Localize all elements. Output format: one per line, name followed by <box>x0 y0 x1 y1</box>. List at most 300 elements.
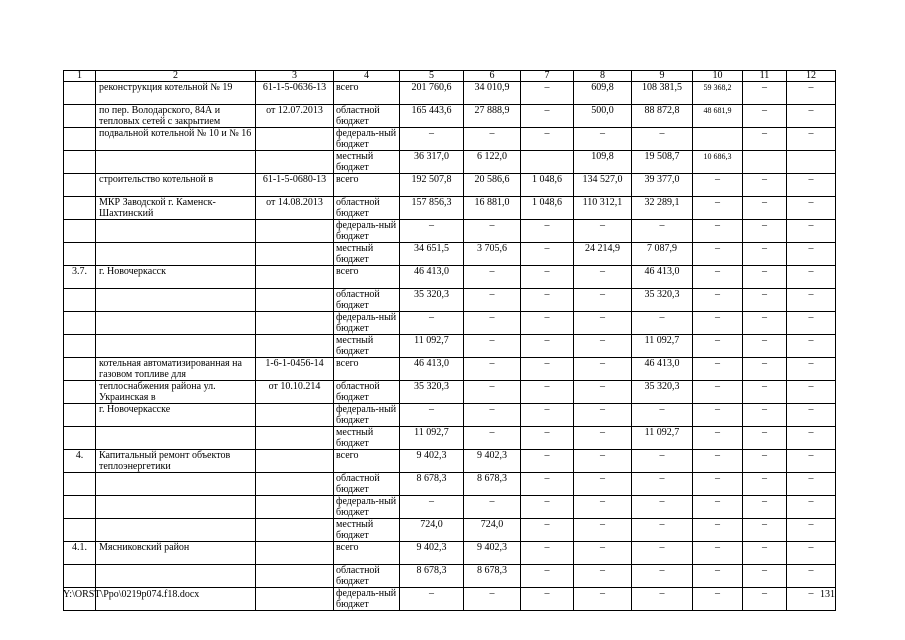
value-cell: – <box>743 358 787 381</box>
value-cell: 35 320,3 <box>400 289 464 312</box>
funding-source: федераль-ный бюджет <box>334 588 400 611</box>
value-cell: 46 413,0 <box>400 266 464 289</box>
row-number <box>64 519 96 542</box>
value-cell: – <box>743 450 787 473</box>
value-cell: – <box>693 174 743 197</box>
table-row <box>64 565 836 588</box>
document-ref <box>256 335 334 358</box>
value-cell: – <box>464 128 521 151</box>
row-number: 4. <box>64 450 96 473</box>
value-cell: – <box>787 174 836 197</box>
value-cell: 32 289,1 <box>632 197 693 220</box>
value-cell: 88 872,8 <box>632 105 693 128</box>
row-number: 4.1. <box>64 542 96 565</box>
funding-source: областной бюджет <box>334 565 400 588</box>
row-number <box>64 565 96 588</box>
row-number <box>64 335 96 358</box>
value-cell: – <box>743 473 787 496</box>
funding-source: федераль-ный бюджет <box>334 128 400 151</box>
funding-source: федераль-ный бюджет <box>334 404 400 427</box>
document-ref <box>256 565 334 588</box>
column-number: 10 <box>693 71 743 82</box>
funding-source: всего <box>334 450 400 473</box>
file-path: Y:\ORST\Ppo\0219p074.f18.docx <box>63 589 200 600</box>
item-name: Мясниковский район <box>96 542 256 565</box>
column-number: 12 <box>787 71 836 82</box>
value-cell: 192 507,8 <box>400 174 464 197</box>
value-cell: 1 048,6 <box>521 197 574 220</box>
value-cell: – <box>787 404 836 427</box>
value-cell: 8 678,3 <box>464 473 521 496</box>
item-name: котельная автоматизированная на газовом топливе для <box>96 358 256 381</box>
value-cell: – <box>632 519 693 542</box>
value-cell: – <box>787 197 836 220</box>
value-cell: – <box>787 105 836 128</box>
value-cell: 16 881,0 <box>464 197 521 220</box>
value-cell: – <box>693 519 743 542</box>
value-cell: – <box>521 565 574 588</box>
value-cell: – <box>787 335 836 358</box>
document-ref <box>256 266 334 289</box>
document-ref <box>256 542 334 565</box>
table-row <box>64 473 836 496</box>
funding-source: областной бюджет <box>334 381 400 404</box>
row-number <box>64 427 96 450</box>
value-cell: – <box>521 312 574 335</box>
value-cell: – <box>743 220 787 243</box>
document-ref: 1-6-1-0456-14 <box>256 358 334 381</box>
value-cell: – <box>743 519 787 542</box>
funding-source: областной бюджет <box>334 197 400 220</box>
item-name: г. Новочеркасск <box>96 266 256 289</box>
value-cell: – <box>743 82 787 105</box>
value-cell: – <box>574 496 632 519</box>
funding-source: всего <box>334 82 400 105</box>
value-cell: 9 402,3 <box>464 450 521 473</box>
value-cell: – <box>521 473 574 496</box>
value-cell: – <box>574 565 632 588</box>
document-ref <box>256 496 334 519</box>
value-cell: – <box>632 128 693 151</box>
item-name: строительство котельной в <box>96 174 256 197</box>
value-cell: 46 413,0 <box>632 266 693 289</box>
value-cell: 24 214,9 <box>574 243 632 266</box>
document-ref: от 14.08.2013 <box>256 197 334 220</box>
item-name <box>96 151 256 174</box>
row-number <box>64 358 96 381</box>
value-cell: – <box>574 312 632 335</box>
funding-source: всего <box>334 174 400 197</box>
value-cell: 9 402,3 <box>400 450 464 473</box>
value-cell: – <box>693 427 743 450</box>
document-ref <box>256 450 334 473</box>
item-name: МКР Заводской г. Каменск-Шахтинский <box>96 197 256 220</box>
document-ref <box>256 404 334 427</box>
table-row <box>64 404 836 427</box>
value-cell: – <box>743 266 787 289</box>
table-row <box>64 82 836 105</box>
column-number: 1 <box>64 71 96 82</box>
table-row <box>64 220 836 243</box>
table-row <box>64 542 836 565</box>
value-cell: – <box>787 358 836 381</box>
value-cell: – <box>743 243 787 266</box>
document-ref: 61-1-5-0680-13 <box>256 174 334 197</box>
funding-source: местный бюджет <box>334 243 400 266</box>
value-cell: 39 377,0 <box>632 174 693 197</box>
value-cell: – <box>693 243 743 266</box>
value-cell: – <box>521 266 574 289</box>
value-cell: – <box>632 312 693 335</box>
value-cell: 35 320,3 <box>632 381 693 404</box>
item-name <box>96 496 256 519</box>
value-cell <box>693 128 743 151</box>
value-cell: – <box>693 358 743 381</box>
value-cell: – <box>743 174 787 197</box>
funding-source: местный бюджет <box>334 427 400 450</box>
value-cell: 3 705,6 <box>464 243 521 266</box>
value-cell: – <box>521 519 574 542</box>
item-name <box>96 427 256 450</box>
value-cell: – <box>521 335 574 358</box>
value-cell: 11 092,7 <box>400 335 464 358</box>
value-cell: – <box>521 243 574 266</box>
funding-source: местный бюджет <box>334 335 400 358</box>
value-cell: – <box>574 358 632 381</box>
value-cell: – <box>574 427 632 450</box>
value-cell: 110 312,1 <box>574 197 632 220</box>
value-cell: – <box>787 289 836 312</box>
value-cell: 108 381,5 <box>632 82 693 105</box>
row-number <box>64 197 96 220</box>
value-cell: – <box>743 588 787 611</box>
value-cell: 59 368,2 <box>693 82 743 105</box>
value-cell: 109,8 <box>574 151 632 174</box>
funding-source: федераль-ный бюджет <box>334 220 400 243</box>
value-cell: 724,0 <box>400 519 464 542</box>
value-cell: – <box>743 105 787 128</box>
row-number <box>64 128 96 151</box>
value-cell: – <box>693 588 743 611</box>
value-cell: 46 413,0 <box>632 358 693 381</box>
value-cell: – <box>521 128 574 151</box>
value-cell: – <box>743 496 787 519</box>
item-name <box>96 519 256 542</box>
funding-source: всего <box>334 266 400 289</box>
funding-source: федераль-ный бюджет <box>334 312 400 335</box>
value-cell: 11 092,7 <box>632 335 693 358</box>
document-ref <box>256 312 334 335</box>
value-cell: – <box>574 335 632 358</box>
document-ref <box>256 151 334 174</box>
value-cell: – <box>787 473 836 496</box>
row-number <box>64 289 96 312</box>
value-cell: – <box>632 496 693 519</box>
value-cell: 36 317,0 <box>400 151 464 174</box>
value-cell: – <box>574 519 632 542</box>
value-cell: – <box>632 565 693 588</box>
budget-table <box>63 70 836 611</box>
item-name <box>96 335 256 358</box>
item-name: г. Новочеркасске <box>96 404 256 427</box>
value-cell: – <box>521 427 574 450</box>
value-cell: – <box>787 427 836 450</box>
value-cell: – <box>787 220 836 243</box>
table-row <box>64 335 836 358</box>
column-number: 9 <box>632 71 693 82</box>
table-row <box>64 381 836 404</box>
item-name <box>96 473 256 496</box>
header-row <box>64 71 836 82</box>
value-cell: – <box>464 496 521 519</box>
document-ref <box>256 289 334 312</box>
value-cell: – <box>521 542 574 565</box>
value-cell: – <box>521 289 574 312</box>
funding-source: областной бюджет <box>334 105 400 128</box>
table-row <box>64 266 836 289</box>
table-row <box>64 519 836 542</box>
table-row <box>64 496 836 519</box>
value-cell: 9 402,3 <box>400 542 464 565</box>
value-cell: – <box>787 381 836 404</box>
value-cell: – <box>400 404 464 427</box>
value-cell: 20 586,6 <box>464 174 521 197</box>
page-number: 131 <box>820 589 835 600</box>
item-name: подвальной котельной № 10 и № 16 <box>96 128 256 151</box>
row-number <box>64 82 96 105</box>
value-cell <box>743 151 787 174</box>
document-ref <box>256 220 334 243</box>
value-cell: – <box>400 496 464 519</box>
value-cell: 165 443,6 <box>400 105 464 128</box>
value-cell: 48 681,9 <box>693 105 743 128</box>
row-number <box>64 220 96 243</box>
item-name: теплоснабжения района ул. Украинская в <box>96 381 256 404</box>
value-cell: – <box>574 542 632 565</box>
value-cell: – <box>743 197 787 220</box>
value-cell: 27 888,9 <box>464 105 521 128</box>
value-cell: – <box>743 404 787 427</box>
value-cell: – <box>787 588 836 611</box>
value-cell: 6 122,0 <box>464 151 521 174</box>
row-number <box>64 473 96 496</box>
document-ref: от 10.10.214 <box>256 381 334 404</box>
column-number: 11 <box>743 71 787 82</box>
item-name <box>96 289 256 312</box>
value-cell: – <box>693 289 743 312</box>
value-cell: – <box>521 381 574 404</box>
value-cell: – <box>693 542 743 565</box>
row-number <box>64 105 96 128</box>
value-cell: – <box>632 542 693 565</box>
table-row <box>64 450 836 473</box>
value-cell: 34 651,5 <box>400 243 464 266</box>
document-ref <box>256 473 334 496</box>
value-cell <box>521 151 574 174</box>
value-cell: – <box>787 542 836 565</box>
value-cell: 9 402,3 <box>464 542 521 565</box>
value-cell: 34 010,9 <box>464 82 521 105</box>
value-cell: – <box>400 220 464 243</box>
row-number <box>64 243 96 266</box>
row-number <box>64 174 96 197</box>
value-cell: – <box>632 450 693 473</box>
value-cell: – <box>464 427 521 450</box>
table-row <box>64 243 836 266</box>
value-cell: 8 678,3 <box>400 565 464 588</box>
value-cell: – <box>632 220 693 243</box>
value-cell: – <box>574 289 632 312</box>
value-cell: – <box>743 381 787 404</box>
document-ref <box>256 588 334 611</box>
value-cell: – <box>787 312 836 335</box>
value-cell: 8 678,3 <box>400 473 464 496</box>
value-cell: – <box>574 588 632 611</box>
value-cell: – <box>693 335 743 358</box>
value-cell: – <box>787 128 836 151</box>
value-cell: – <box>787 243 836 266</box>
funding-source: федераль-ный бюджет <box>334 496 400 519</box>
value-cell: – <box>743 542 787 565</box>
value-cell: 157 856,3 <box>400 197 464 220</box>
value-cell: – <box>693 266 743 289</box>
value-cell: – <box>574 128 632 151</box>
value-cell: – <box>574 473 632 496</box>
document-ref <box>256 427 334 450</box>
value-cell: – <box>693 220 743 243</box>
value-cell: – <box>400 128 464 151</box>
value-cell: – <box>521 220 574 243</box>
value-cell: – <box>743 312 787 335</box>
document-ref <box>256 128 334 151</box>
value-cell: – <box>743 565 787 588</box>
row-number <box>64 151 96 174</box>
row-number: 3.7. <box>64 266 96 289</box>
value-cell: – <box>521 105 574 128</box>
value-cell: – <box>693 473 743 496</box>
value-cell: – <box>693 496 743 519</box>
value-cell: – <box>464 358 521 381</box>
document-ref <box>256 519 334 542</box>
value-cell: – <box>400 588 464 611</box>
value-cell: – <box>693 565 743 588</box>
value-cell: – <box>574 450 632 473</box>
value-cell: 1 048,6 <box>521 174 574 197</box>
value-cell: 10 686,3 <box>693 151 743 174</box>
value-cell: – <box>632 404 693 427</box>
value-cell: – <box>787 565 836 588</box>
column-number: 5 <box>400 71 464 82</box>
value-cell: – <box>464 381 521 404</box>
value-cell: – <box>521 82 574 105</box>
value-cell <box>787 151 836 174</box>
item-name <box>96 565 256 588</box>
table-row <box>64 312 836 335</box>
column-number: 7 <box>521 71 574 82</box>
value-cell: – <box>787 266 836 289</box>
document-ref: 61-1-5-0636-13 <box>256 82 334 105</box>
value-cell: 46 413,0 <box>400 358 464 381</box>
column-number: 4 <box>334 71 400 82</box>
value-cell: – <box>521 496 574 519</box>
item-name: реконструкция котельной № 19 <box>96 82 256 105</box>
document-ref: от 12.07.2013 <box>256 105 334 128</box>
value-cell: – <box>464 404 521 427</box>
value-cell: – <box>743 427 787 450</box>
item-name <box>96 312 256 335</box>
row-number <box>64 404 96 427</box>
value-cell: – <box>521 588 574 611</box>
value-cell: – <box>521 358 574 381</box>
value-cell: – <box>787 496 836 519</box>
value-cell: – <box>787 450 836 473</box>
value-cell: – <box>464 266 521 289</box>
table-row <box>64 128 836 151</box>
row-number <box>64 496 96 519</box>
value-cell: 35 320,3 <box>400 381 464 404</box>
value-cell: 19 508,7 <box>632 151 693 174</box>
value-cell: – <box>743 289 787 312</box>
value-cell: – <box>787 82 836 105</box>
row-number <box>64 312 96 335</box>
value-cell: 134 527,0 <box>574 174 632 197</box>
value-cell: – <box>574 266 632 289</box>
value-cell: – <box>693 312 743 335</box>
value-cell: – <box>400 312 464 335</box>
column-number: 3 <box>256 71 334 82</box>
column-number: 2 <box>96 71 256 82</box>
value-cell: – <box>574 381 632 404</box>
document-ref <box>256 243 334 266</box>
value-cell: – <box>521 404 574 427</box>
value-cell: 500,0 <box>574 105 632 128</box>
item-name: по пер. Володарского, 84А и тепловых сетей с закрытием <box>96 105 256 128</box>
column-number: 8 <box>574 71 632 82</box>
value-cell: 724,0 <box>464 519 521 542</box>
table-row <box>64 105 836 128</box>
value-cell: 201 760,6 <box>400 82 464 105</box>
item-name <box>96 243 256 266</box>
funding-source: всего <box>334 358 400 381</box>
row-number <box>64 381 96 404</box>
funding-source: местный бюджет <box>334 519 400 542</box>
value-cell: 11 092,7 <box>632 427 693 450</box>
value-cell: – <box>464 289 521 312</box>
table-row <box>64 151 836 174</box>
value-cell: 609,8 <box>574 82 632 105</box>
value-cell: 7 087,9 <box>632 243 693 266</box>
column-number: 6 <box>464 71 521 82</box>
funding-source: областной бюджет <box>334 473 400 496</box>
funding-source: всего <box>334 542 400 565</box>
table-row <box>64 174 836 197</box>
table-row <box>64 358 836 381</box>
table-row <box>64 289 836 312</box>
item-name <box>96 220 256 243</box>
value-cell: – <box>464 312 521 335</box>
value-cell: – <box>743 128 787 151</box>
value-cell: – <box>632 588 693 611</box>
value-cell: – <box>787 519 836 542</box>
value-cell: – <box>693 404 743 427</box>
value-cell: – <box>693 381 743 404</box>
funding-source: областной бюджет <box>334 289 400 312</box>
value-cell: – <box>743 335 787 358</box>
value-cell: – <box>693 197 743 220</box>
item-name: Капитальный ремонт объектов теплоэнергетики <box>96 450 256 473</box>
value-cell: – <box>693 450 743 473</box>
value-cell: 35 320,3 <box>632 289 693 312</box>
